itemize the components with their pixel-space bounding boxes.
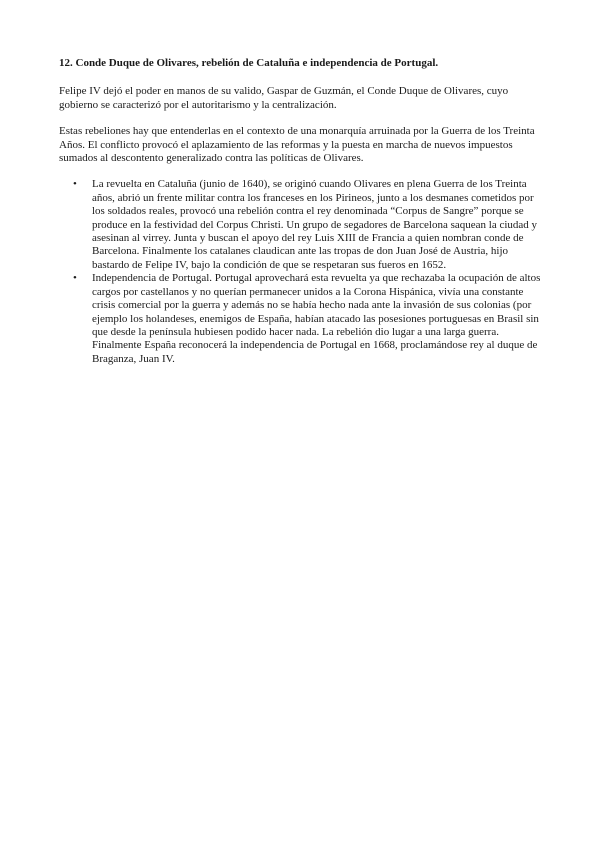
bullet-icon: • (73, 178, 77, 191)
paragraph-intro: Felipe IV dejó el poder en manos de su valido, Gaspar de Guzmán, el Conde Duque de Olivares, cuyo gobierno se caracterizó por el autoritarismo y la centralización. (59, 85, 509, 111)
paragraph-context: Estas rebeliones hay que entenderlas en el contexto de una monarquía arruinada por la Guerra de los Treinta Años. El conflicto provocó el aplazamiento de las reformas y la puesta en marcha de nuevos impuestos sumados al descontento generalizado contra las políticas de Olivares. (59, 125, 535, 165)
list-item-portugal (59, 272, 547, 366)
list-item-text: Independencia de Portugal. Portugal aprovechará esta revuelta ya que rechazaba la ocupación de altos cargos por castellanos y no querían permanecer unidos a la Corona Hispánica, vivía una constante crisis comercial por la guerra y además no se había hecho nada ante la invasión de sus colonias (por ejemplo los holandeses, enemigos de España, habían atacado las posesiones portuguesas en Brasil sin que desde la península hubiesen podido hacer nada. La rebelión dio lugar a una larga guerra. Finalmente España reconocerá la independencia de Portugal en 1668, proclamándose rey al duque de Braganza, Juan IV. (92, 272, 541, 365)
section-heading: 12. Conde Duque de Olivares, rebelión de Cataluña e independencia de Portugal. (59, 57, 439, 69)
list-item-text: La revuelta en Cataluña (junio de 1640), se originó cuando Olivares en plena Guerra de los Treinta años, abrió un frente militar contra los franceses en los Pirineos, junto a los desmanes cometidos por los soldados reales, provocó una rebelión contra el rey denominada “Corpus de Sangre” porque se produce en la festividad del Corpus Christi. Un grupo de segadores de Barcelona saquean la ciudad y asesinan al virrey. Junta y buscan el apoyo del rey Luis XIII de Francia a quien nombran conde de Barcelona. Finalmente los catalanes claudican ante las tropas de don Juan José de Austria, hijo bastardo de Felipe IV, bajo la condición de que se respetaran sus fueros en 1652. (92, 178, 538, 271)
document-body (59, 57, 547, 366)
bullet-list (59, 178, 547, 366)
list-item-cataluna (59, 178, 547, 272)
bullet-icon: • (73, 272, 77, 285)
